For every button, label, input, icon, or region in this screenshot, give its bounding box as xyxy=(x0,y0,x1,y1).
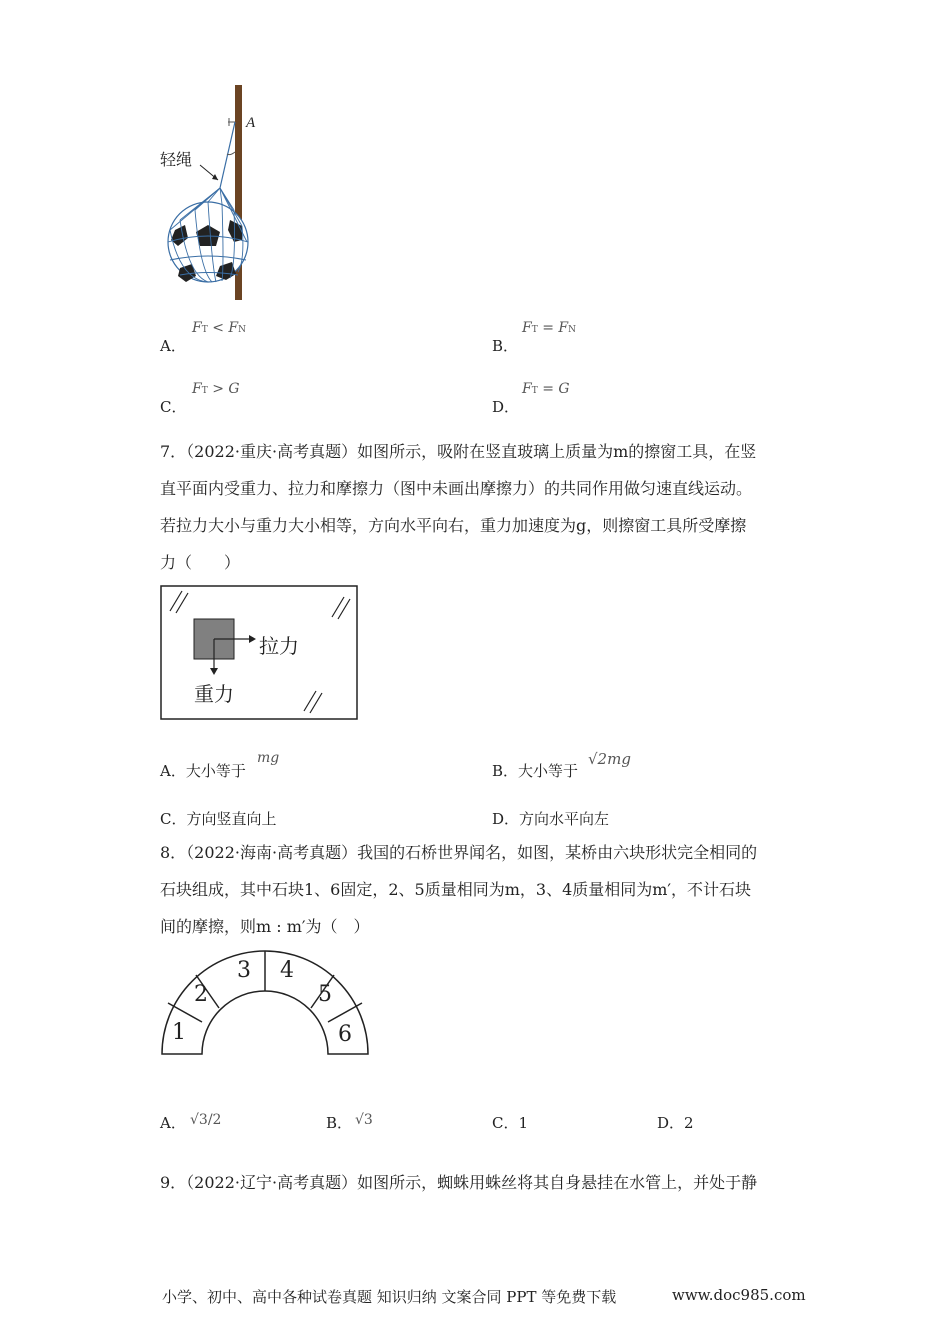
q6-option-b xyxy=(492,335,518,356)
q7-option-b-math: √2mg xyxy=(588,750,631,768)
q8-option-a: A． xyxy=(160,1114,186,1132)
block-label-3: 3 xyxy=(237,958,251,983)
q6-option-b-expr: FT = FN xyxy=(522,320,576,336)
block-label-1: 1 xyxy=(172,1020,186,1045)
q6-option-c-expr: FT > G xyxy=(192,381,240,397)
q7-option-d: D．方向水平向左 xyxy=(492,810,610,828)
block-label-2: 2 xyxy=(194,982,208,1007)
point-label-a: A xyxy=(246,115,256,131)
block-label-4: 4 xyxy=(280,958,294,983)
q8-option-b: B． xyxy=(326,1114,353,1132)
block-label-6: 6 xyxy=(338,1022,352,1047)
option-letter: D． xyxy=(492,398,520,416)
q8-option-a-math: √3/2 xyxy=(190,1112,222,1128)
option-letter: B． xyxy=(492,337,519,355)
q6-option-d xyxy=(492,396,519,417)
q7-option-c: C．方向竖直向上 xyxy=(160,810,277,828)
q8-option-c: C．1 xyxy=(492,1114,529,1132)
q6-option-c xyxy=(160,396,186,417)
q6-option-a-expr: FT < FN xyxy=(192,320,246,336)
q7-option-b: B．大小等于 xyxy=(492,762,579,780)
q7-text: 7．（2022·重庆·高考真题）如图所示，吸附在竖直玻璃上质量为m的擦窗工具，在竖 直平面内受重力、拉力和摩擦力（图中未画出摩擦力）的共同作用做匀速直线运动。 若拉力大小与重力大小相等，方向水平向右，重力加速度为g，则擦窗工具所受摩擦 力（ ） xyxy=(160,442,757,572)
q7-option-a-math: mg xyxy=(257,750,280,766)
q9-text: 9．（2022·辽宁·高考真题）如图所示，蜘蛛用蛛丝将其自身悬挂在水管上，并处于静 xyxy=(160,1173,758,1192)
footer-text: 小学、初中、高中各种试卷真题 知识归纳 文案合同 PPT 等免费下载 xyxy=(162,1288,617,1306)
option-letter: A． xyxy=(160,337,186,355)
pull-label: 拉力 xyxy=(259,634,299,658)
q8-option-d: D．2 xyxy=(657,1114,694,1132)
q6-figure xyxy=(150,80,270,310)
block-label-5: 5 xyxy=(318,982,332,1007)
q7-option-a: A．大小等于 xyxy=(160,762,246,780)
q6-option-a xyxy=(160,335,186,356)
q8-option-b-math: √3 xyxy=(355,1112,373,1128)
footer-link[interactable]: www.doc985.com xyxy=(672,1286,806,1304)
q6-option-d-expr: FT = G xyxy=(522,381,570,397)
rope xyxy=(220,122,235,188)
option-letter: C． xyxy=(160,398,187,416)
rope-label: 轻绳 xyxy=(160,150,193,169)
gravity-label: 重力 xyxy=(194,682,234,706)
q8-text: 8．（2022·海南·高考真题）我国的石桥世界闻名，如图，某桥由六块形状完全相同的 石块组成，其中石块1、6固定，2、5质量相同为m，3、4质量相同为m′，不计石块 间的摩擦，则m : m′为（ ） xyxy=(160,843,758,936)
rope-pointer-head xyxy=(212,174,218,180)
